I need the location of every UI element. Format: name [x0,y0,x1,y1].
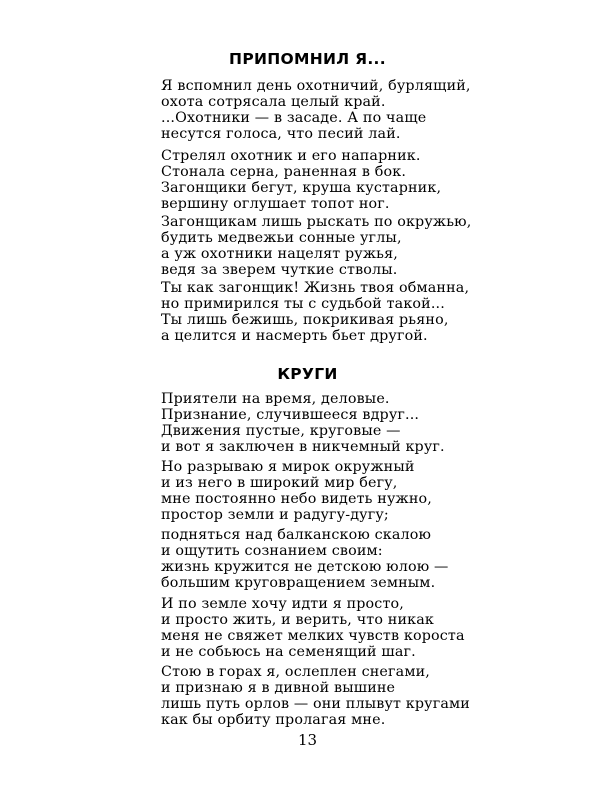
poem-line: а уж охотники нацелят ружья, [161,246,398,262]
poem-line: Признание, случившееся вдруг... [161,407,420,423]
poem-line: Но разрываю я мирок окружный [161,459,415,475]
poem-line: жизнь кружится не детскою юлою — [161,559,449,575]
poem-line: Стрелял охотник и его напарник. [161,148,421,164]
poem-line: но примирился ты с судьбой такой... [161,296,445,312]
poem-line: мне постоянно небо видеть нужно, [161,491,432,507]
poem-line: И по земле хочу идти я просто, [161,596,404,612]
poem-line: несутся голоса, что песий лай. [161,126,401,142]
poem-line: ведя за зверем чуткие стволы. [161,262,398,278]
stanza [161,527,448,591]
poem-line: Стонала серна, раненная в бок. [161,164,407,180]
stanza [161,78,471,142]
poem-line: Стою в горах я, ослеплен снегами, [161,664,430,680]
poem-line: как бы орбиту пролагая мне. [161,712,386,728]
poem-line: вершину оглушает топот ног. [161,196,390,212]
poem-line: лишь путь орлов — они плывут кругами [161,696,470,712]
stanza [161,148,441,212]
poem-line: подняться над балканскою скалою [161,527,432,543]
poem-line: и просто жить, и верить, что никак [161,612,435,628]
poem-line: большим круговращением земным. [161,575,436,591]
stanza [161,664,470,728]
poem-title-pripomnil: ПРИПОМНИЛ Я... [229,50,386,68]
poem-line: Движения пустые, круговые — [161,423,401,439]
poem-line: Загонщикам лишь рыскать по окружью, [161,214,472,230]
poem-line: и ощутить сознанием своим: [161,543,383,559]
poem-line: простор земли и радугу-дугу; [161,507,389,523]
stanza [161,214,471,278]
stanza [161,459,432,523]
poem-line: и вот я заключен в никчемный круг. [161,439,445,455]
page-number: 13 [297,731,318,749]
poem-line: и не собьюсь на семенящий шаг. [161,644,416,660]
poem-line: и из него в широкий мир бегу, [161,475,398,491]
poem-line: и признаю я в дивной вышине [161,680,396,696]
poem-line: Ты как загонщик! Жизнь твоя обманна, [161,280,470,296]
poem-line: Загонщики бегут, круша кустарник, [161,180,442,196]
stanza [161,596,465,660]
poem-line: охота сотрясала целый край. [161,94,386,110]
poem-line: меня не свяжет мелких чувств короста [161,628,465,644]
poem-title-krugi: КРУГИ [277,365,338,383]
poem-line: Я вспомнил день охотничий, бурлящий, [161,78,471,94]
stanza [161,280,469,344]
poem-line: Приятели на время, деловые. [161,391,390,407]
stanza [161,391,445,455]
poem-line: а целится и насмерть бьет другой. [161,328,428,344]
poem-line: ...Охотники — в засаде. А по чаще [161,110,427,126]
poem-line: будить медвежьи сонные углы, [161,230,402,246]
poem-line: Ты лишь бежишь, покрикивая рьяно, [161,312,449,328]
